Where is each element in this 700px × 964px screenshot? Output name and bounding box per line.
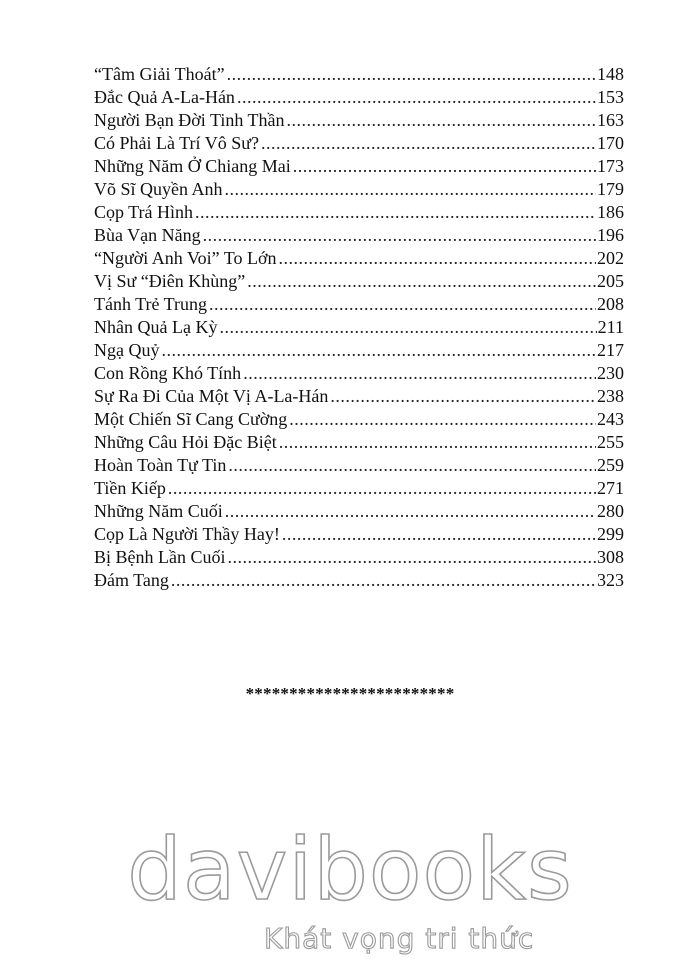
dot-leader	[227, 63, 596, 86]
toc-entry	[94, 385, 624, 408]
toc-entry	[94, 546, 624, 569]
toc-entry-page: 179	[597, 179, 624, 199]
toc-entry-page: 173	[597, 156, 624, 176]
watermark-logo: davibooks	[127, 820, 573, 920]
dot-leader	[209, 293, 596, 316]
toc-entry	[94, 569, 624, 592]
toc-entry-page: 170	[597, 133, 624, 153]
toc-entry	[94, 201, 624, 224]
toc-entry-title: Có Phải Là Trí Vô Sư?	[94, 133, 259, 153]
toc-entry-page: 238	[597, 386, 624, 406]
toc-entry	[94, 500, 624, 523]
dot-leader	[289, 408, 596, 431]
dot-leader	[171, 569, 596, 592]
toc-entry	[94, 132, 624, 155]
toc-entry-title: Bùa Vạn Năng	[94, 225, 201, 245]
toc-entry-title: Sự Ra Đi Của Một Vị A-La-Hán	[94, 386, 329, 406]
toc-entry	[94, 86, 624, 109]
toc-entry	[94, 339, 624, 362]
toc-entry-page: 202	[597, 248, 624, 268]
dot-leader	[168, 477, 596, 500]
toc-entry	[94, 454, 624, 477]
toc-entry-title: Những Năm Ở Chiang Mai	[94, 156, 291, 176]
toc-entry-page: 271	[597, 478, 624, 498]
toc-entry	[94, 293, 624, 316]
toc-entry	[94, 178, 624, 201]
toc-entry	[94, 477, 624, 500]
dot-leader	[247, 270, 596, 293]
toc-entry	[94, 155, 624, 178]
dot-leader	[162, 339, 597, 362]
toc-entry-title: Con Rồng Khó Tính	[94, 363, 242, 383]
dot-leader	[279, 247, 596, 270]
toc-entry	[94, 431, 624, 454]
toc-entry-page: 323	[597, 570, 624, 590]
dot-leader	[225, 500, 596, 523]
dot-leader	[225, 178, 596, 201]
toc-entry-title: Đắc Quả A-La-Hán	[94, 87, 235, 107]
dot-leader	[243, 362, 596, 385]
toc-entry	[94, 362, 624, 385]
dot-leader	[195, 201, 596, 224]
toc-entry-page: 243	[597, 409, 624, 429]
dot-leader	[203, 224, 596, 247]
dot-leader	[279, 431, 596, 454]
toc-entry	[94, 63, 624, 86]
toc-entry-title: Võ Sĩ Quyền Anh	[94, 179, 223, 199]
toc-entry-page: 186	[597, 202, 624, 222]
toc-entry-page: 280	[597, 501, 624, 521]
toc-entry-page: 205	[597, 271, 624, 291]
toc-entry-page: 148	[597, 64, 624, 84]
dot-leader	[287, 109, 597, 132]
toc-entry-title: Vị Sư “Điên Khùng”	[94, 271, 246, 291]
dot-leader	[293, 155, 596, 178]
toc-entry-title: Những Năm Cuối	[94, 501, 223, 521]
toc-entry-title: Ngạ Quỷ	[94, 340, 160, 360]
toc-entry-title: “Người Anh Voi” To Lớn	[94, 248, 277, 268]
dot-leader	[261, 132, 596, 155]
toc-entry-title: Những Câu Hỏi Đặc Biệt	[94, 432, 277, 452]
toc-entry-page: 153	[597, 87, 624, 107]
dot-leader	[282, 523, 596, 546]
toc-entry-page: 217	[597, 340, 624, 360]
toc-entry-page: 208	[597, 294, 624, 314]
toc-entry-page: 255	[597, 432, 624, 452]
toc-entry-page: 259	[597, 455, 624, 475]
toc-entry	[94, 224, 624, 247]
toc-entry-page: 299	[597, 524, 624, 544]
toc-entry	[94, 109, 624, 132]
dot-leader	[219, 316, 596, 339]
toc-entry-title: Tánh Trẻ Trung	[94, 294, 208, 314]
toc-entry-page: 230	[597, 363, 624, 383]
dot-leader	[228, 546, 597, 569]
toc-entry-title: Cọp Trá Hình	[94, 202, 194, 222]
toc-entry-title: Hoàn Toàn Tự Tin	[94, 455, 227, 475]
toc-entry-page: 308	[597, 547, 624, 567]
toc-entry-title: Cọp Là Người Thầy Hay!	[94, 524, 280, 544]
toc-entry	[94, 408, 624, 431]
table-of-contents	[94, 63, 624, 592]
toc-entry-title: Nhân Quả Lạ Kỳ	[94, 317, 218, 337]
toc-entry-title: Người Bạn Đời Tinh Thần	[94, 110, 285, 130]
toc-entry-title: Đám Tang	[94, 570, 169, 590]
toc-entry-title: “Tâm Giải Thoát”	[94, 64, 225, 84]
toc-entry	[94, 270, 624, 293]
dot-leader	[228, 454, 596, 477]
toc-entry-title: Bị Bệnh Lần Cuối	[94, 547, 226, 567]
dot-leader	[330, 385, 596, 408]
toc-entry-title: Tiền Kiếp	[94, 478, 166, 498]
asterisk-separator: ************************	[245, 684, 455, 703]
toc-entry	[94, 523, 624, 546]
toc-entry-title: Một Chiến Sĩ Cang Cường	[94, 409, 288, 429]
toc-entry-page: 211	[597, 317, 624, 337]
toc-entry	[94, 316, 624, 339]
watermark-tagline: Khát vọng tri thức	[264, 922, 535, 955]
toc-entry-page: 163	[597, 110, 624, 130]
toc-entry	[94, 247, 624, 270]
dot-leader	[237, 86, 596, 109]
toc-entry-page: 196	[597, 225, 624, 245]
